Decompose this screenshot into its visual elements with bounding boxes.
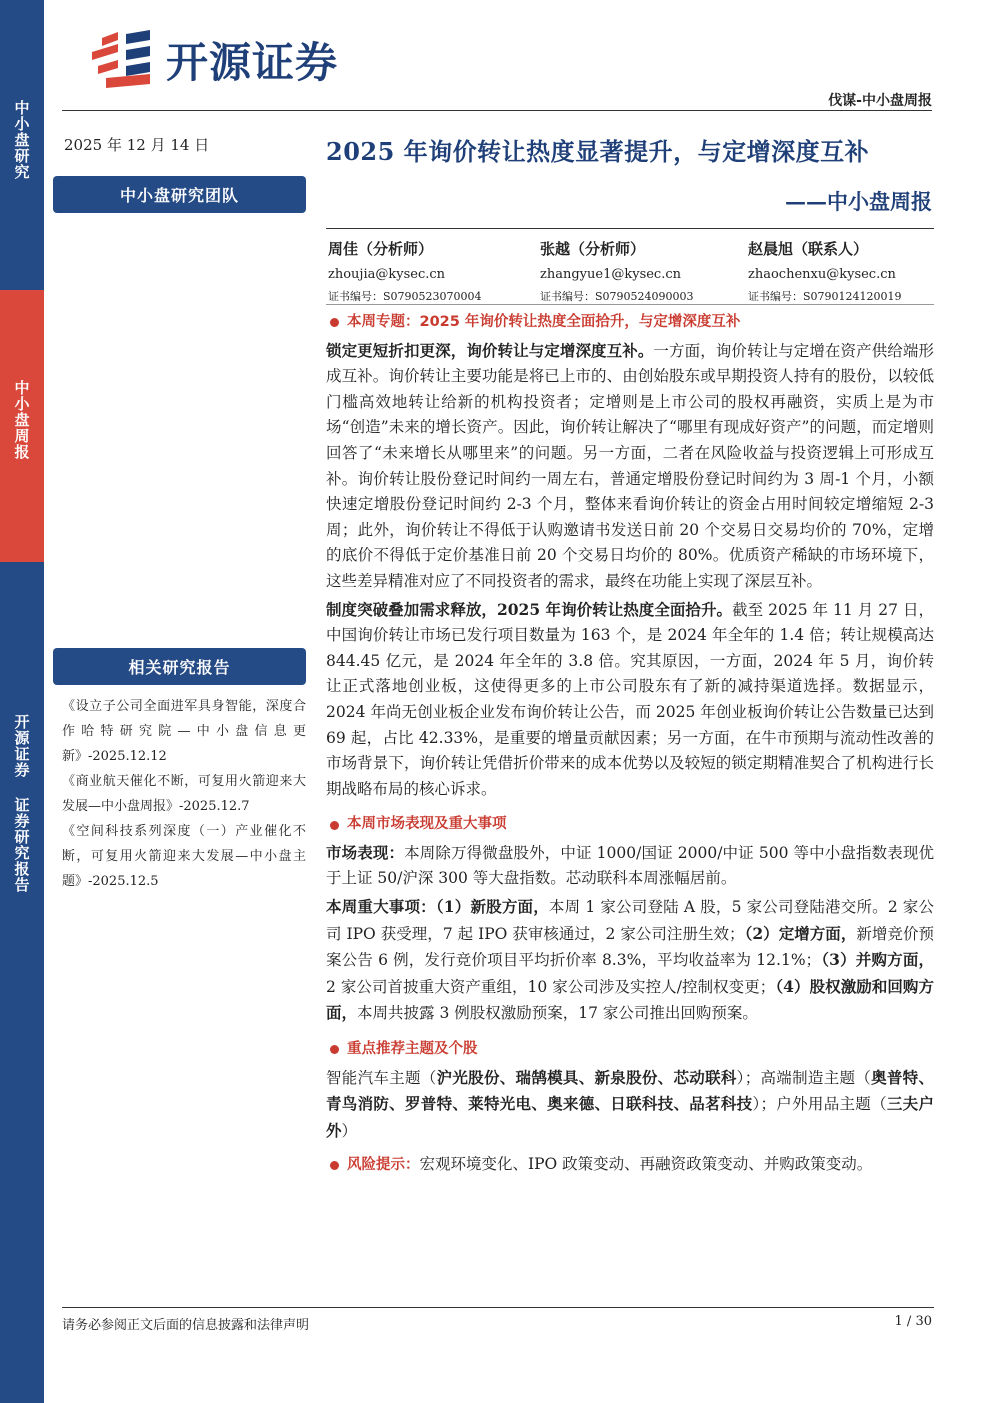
analyst-name: 赵晨旭（联系人） — [748, 240, 869, 258]
analyst-email[interactable]: zhaochenxu@kysec.cn — [748, 267, 896, 282]
company-logo — [88, 30, 338, 90]
paragraph: 市场表现：本周除万得微盘股外，中证 1000/国证 2000/中证 500 等中小盘指数表现优于上证 50/沪深 300 等大盘指数。芯动联科本周涨幅居前。 — [326, 842, 934, 888]
side-label-top: 中小盘研究 — [12, 100, 31, 180]
analyst-cert: 证书编号：S0790124120019 — [748, 290, 902, 303]
header-divider — [62, 110, 932, 111]
paragraph: 本周重大事项：（1）新股方面，本周 1 家公司登陆 A 股，5 家公司登陆港交所。2 家公司 IPO 获受理，7 起 IPO 获审核通过，2 家公司注册生效；（2）定增方面，新增竞价预案公告 6 例，发行竞价项目平均折价率 8.3%，平均收益率为 12.1%；（3）并购方面，2 家公司首披重大资产重组，10 家公司涉及实控人/控制权变更；（4）股权激励和回购方面，本周共披露 3 例股权激励预案，17 家公司推出回购预案。 — [326, 897, 934, 1023]
analyst-divider — [326, 304, 934, 305]
analyst-cert: 证书编号：S0790524090003 — [540, 290, 694, 303]
related-reports-badge: 相关研究报告 — [53, 648, 306, 685]
team-badge: 中小盘研究团队 — [53, 176, 306, 213]
report-subtitle: ——中小盘周报 — [785, 189, 932, 214]
analyst-name: 周佳（分析师） — [328, 240, 434, 258]
analyst-card — [540, 238, 740, 304]
related-reports-list — [62, 694, 306, 894]
analyst-card — [328, 238, 528, 304]
report-body — [326, 306, 934, 1179]
page-number: 1 / 30 — [894, 1314, 932, 1329]
footer-divider — [62, 1307, 934, 1308]
related-report-item[interactable]: 《设立子公司全面进军具身智能，深度合作哈特研究院—中小盘信息更新》-2025.12.12 — [62, 699, 306, 764]
related-report-item[interactable]: 《空间科技系列深度（一）产业催化不断，可复用火箭迎来大发展—中小盘主题》-2025.12.5 — [62, 824, 306, 889]
section-heading: 重点推荐主题及个股 — [326, 1037, 934, 1063]
title-divider — [326, 228, 934, 229]
logo-mark-icon — [88, 30, 160, 90]
logo-text: 开源证券 — [166, 38, 339, 87]
paragraph: 制度突破叠加需求释放，2025 年询价转让热度全面拾升。截至 2025 年 11 月 27 日，中国询价转让市场已发行项目数量为 163 个，是 2024 年全年的 1.4 倍；转让规模高达 844.45 亿元，是 2024 年全年的 3.8 倍。究其原因，一方面，2024 年 5 月，询价转让正式落地创业板，这使得更多的上市公司股东有了新的减持渠道选择。数据显示，2024 年尚无创业板企业发布询价转让公告，而 2025 年创业板询价转让公告数量已达到 69 起，占比 42.33%，是重要的增量贡献因素；另一方面，在牛市预期与流动性改善的市场背景下，询价转让凭借折价带来的成本优势以及较短的锁定期精准契合了机构进行长期战略布局的核心诉求。 — [326, 599, 934, 798]
bullet-icon — [330, 1161, 339, 1170]
analyst-card — [748, 238, 948, 304]
section-heading: 本周专题：2025 年询价转让热度全面拾升，与定增深度互补 — [326, 310, 934, 336]
analyst-cert: 证书编号：S0790523070004 — [328, 290, 482, 303]
bullet-icon — [330, 318, 339, 327]
bullet-icon — [330, 821, 339, 830]
report-title: 2025 年询价转让热度显著提升，与定增深度互补 — [326, 137, 870, 166]
analyst-email[interactable]: zhangyue1@kysec.cn — [540, 267, 682, 282]
side-label-mid: 中小盘周报 — [12, 380, 31, 460]
analyst-email[interactable]: zhoujia@kysec.cn — [328, 267, 446, 282]
paragraph: 锁定更短折扣更深，询价转让与定增深度互补。一方面，询价转让与定增在资产供给端形成互补。询价转让主要功能是将已上市的、由创始股东或早期投资人持有的股份，以较低门槛高效地转让给新的机构投资者；定增则是上市公司的股权再融资，实质上是为市场“创造”未来的增长资产。因此，询价转让解决了“哪里有现成好资产”的问题，而定增则回答了“未来增长从哪里来”的问题。另一方面，二者在风险收益与投资逻辑上可形成互补。询价转让股份登记时间约一周左右，普通定增股份登记时间约为 3 周-1 个月，小额快速定增股份登记时间约 2-3 个月，整体来看询价转让的资金占用时间较定增缩短 2-3 周；此外，询价转让不得低于认购邀请书发送日前 20 个交易日交易均价的 70%，定增的底价不得低于定价基准日前 20 个交易日均价的 80%。优质资产稀缺的市场环境下，这些差异精准对应了不同投资者的需求，最终在功能上实现了深层互补。 — [326, 340, 934, 590]
paragraph: 智能汽车主题（沪光股份、瑞鹄模具、新泉股份、芯动联科）；高端制造主题（奥普特、青鸟消防、罗普特、莱特光电、奥来德、日联科技、品茗科技）；户外用品主题（三夫户外） — [326, 1067, 934, 1140]
bullet-icon — [330, 1045, 339, 1054]
report-series: 伐谋-中小盘周报 — [828, 93, 932, 109]
section-heading: 本周市场表现及重大事项 — [326, 812, 934, 838]
risk-line: 风险提示： 宏观环境变化、IPO 政策变动、再融资政策变动、并购政策变动。 — [326, 1152, 934, 1179]
related-report-item[interactable]: 《商业航天催化不断，可复用火箭迎来大发展—中小盘周报》-2025.12.7 — [62, 774, 306, 814]
report-date: 2025 年 12 月 14 日 — [64, 136, 210, 154]
footer-disclaimer: 请务必参阅正文后面的信息披露和法律声明 — [62, 1318, 310, 1333]
side-label-bottom: 开源证券 证券研究报告 — [12, 714, 31, 893]
side-strip — [0, 0, 44, 1403]
analyst-name: 张越（分析师） — [540, 240, 646, 258]
